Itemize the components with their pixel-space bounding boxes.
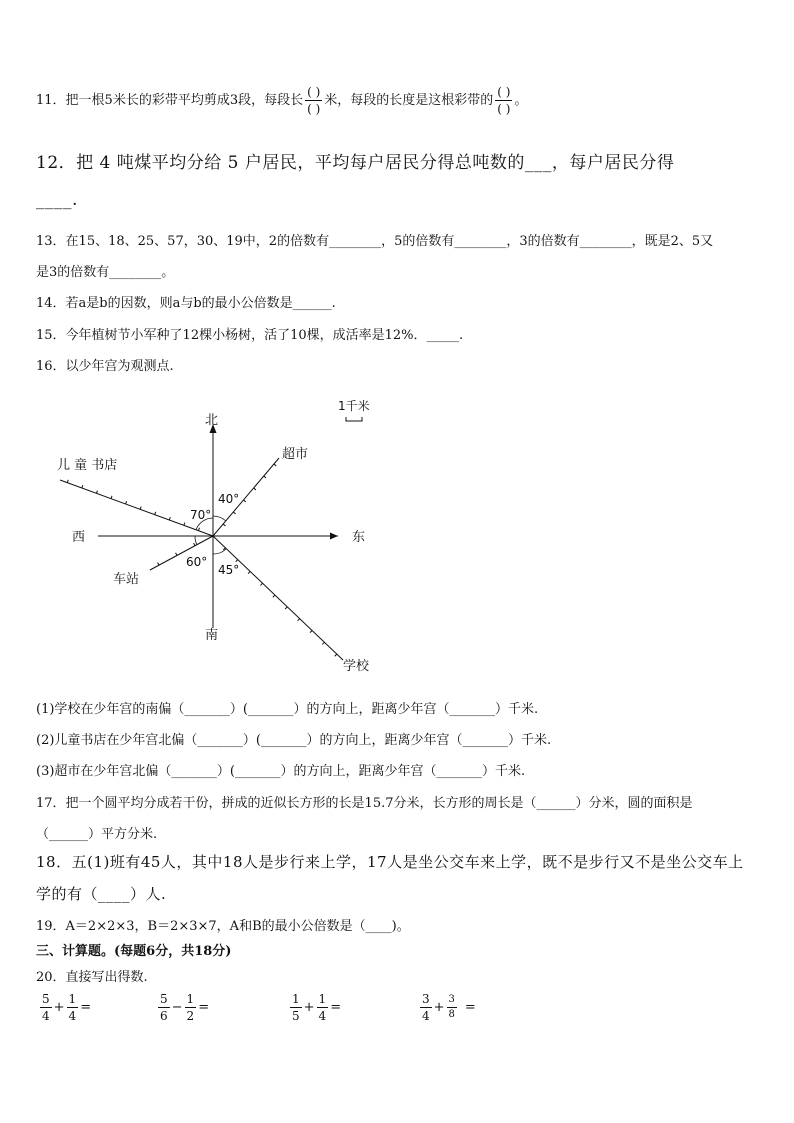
question-20: 20．直接写出得数.	[36, 970, 148, 985]
station-label: 车站	[113, 572, 140, 587]
school-label: 学校	[343, 659, 370, 674]
tick-mark	[273, 595, 275, 597]
tick-mark	[184, 523, 185, 526]
angle-arc-40	[213, 516, 226, 521]
tick-mark	[198, 528, 199, 531]
question-16-sub3: (3)超市在少年宫北偏（_______）(_______）的方向上，距离少年宫（_______）千米.	[36, 764, 526, 779]
expression-1: $\frac{5}{4}$ + $\frac{1}{4}$ =	[42, 992, 92, 1023]
tick-mark	[140, 507, 141, 510]
angle-label-60: 60°	[186, 555, 208, 569]
tick-mark	[176, 553, 177, 556]
question-15: 15．今年植树节小军种了12棵小杨树，活了10棵，成活率是12%．_____.	[36, 328, 464, 343]
tick-mark	[126, 501, 127, 504]
tick-mark	[310, 630, 312, 632]
question-14: 14．若a是b的因数，则a与b的最小公倍数是______.	[36, 296, 336, 311]
east-label: 东	[352, 530, 366, 545]
tick-mark	[82, 485, 83, 488]
section-3-title: 三、计算题。(每题6分，共18分)	[36, 944, 232, 959]
tick-mark	[111, 496, 112, 499]
bookstore-label: 儿 童 书店	[57, 458, 118, 473]
tick-mark	[264, 476, 266, 478]
north-label: 北	[205, 413, 219, 428]
question-16-sub1: (1)学校在少年宫的南偏（_______）(_______）的方向上，距离少年宫（_______）千米.	[36, 702, 539, 717]
tick-mark	[298, 619, 300, 621]
angle-label-45: 45°	[218, 563, 240, 577]
tick-mark	[274, 464, 276, 466]
expression-4: $\frac{3}{4}$ + $\frac{3}{8}$ =	[422, 992, 476, 1023]
tick-mark	[335, 654, 337, 656]
east-arrow-icon	[330, 533, 338, 540]
scale-label: 1千米	[338, 399, 370, 413]
question-18-line2: 学的有（____）人.	[36, 885, 167, 903]
q11-fraction-blank-2: $\frac{( )}{( )}$	[497, 85, 511, 116]
question-16-sub2: (2)儿童书店在少年宫北偏（_______）(_______）的方向上，距离少年宫（_______）千米.	[36, 733, 552, 748]
angle-label-70: 70°	[190, 508, 212, 522]
tick-mark	[248, 571, 250, 573]
tick-mark	[243, 500, 245, 502]
question-17-line1: 17．把一个圆平均分成若干份，拼成的近似长方形的长是15.7分米，长方形的周长是（______）分米，圆的面积是	[36, 796, 693, 811]
tick-mark	[96, 491, 97, 494]
expression-3: $\frac{1}{5}$ + $\frac{1}{4}$ =	[292, 992, 342, 1023]
south-label: 南	[205, 628, 219, 643]
q11-fraction-blank-1: $\frac{( )}{( )}$	[307, 85, 321, 116]
tick-mark	[233, 512, 235, 514]
scale-bar	[346, 417, 362, 421]
question-19: 19．A＝2×2×3，B＝2×3×7，A和B的最小公倍数是（____)。	[36, 919, 410, 934]
tick-mark	[285, 607, 287, 609]
school-ray	[213, 536, 343, 660]
angle-arc-60	[195, 536, 197, 545]
tick-mark	[322, 642, 324, 644]
tick-mark	[223, 524, 225, 526]
question-11: 11．把一根5米长的彩带平均剪成3段，每段长 $\frac{( )}{( )}$ 米，每段的长度是这根彩带的 $\frac{( )}{( )}$ 。	[36, 85, 528, 116]
tick-mark	[254, 488, 256, 490]
angle-label-40: 40°	[218, 492, 240, 506]
tick-mark	[155, 512, 156, 515]
tick-mark	[158, 563, 159, 566]
west-label: 西	[72, 530, 86, 545]
question-12-line2: ____.	[36, 190, 78, 210]
q11-unit: 米，每段的长度是这根彩带的	[324, 93, 494, 108]
tick-mark	[236, 560, 238, 562]
question-17-line2: （______）平方分米.	[36, 827, 158, 842]
direction-diagram	[0, 390, 794, 680]
q11-text: 11．把一根5米长的彩带平均剪成3段，每段长	[36, 93, 304, 108]
expression-2: $\frac{5}{6}$ − $\frac{1}{2}$ =	[160, 992, 210, 1023]
tick-mark	[260, 583, 262, 585]
tick-mark	[67, 480, 68, 483]
tick-mark	[169, 517, 170, 520]
tick-mark	[194, 543, 195, 546]
question-12-line1: 12．把 4 吨煤平均分给 5 户居民，平均每户居民分得总吨数的___，每户居民分得	[36, 153, 675, 173]
question-16: 16．以少年宫为观测点.	[36, 359, 174, 374]
question-18-line1: 18．五(1)班有45人，其中18人是步行来上学，17人是坐公交车来上学，既不是步行又不是坐公交车上	[36, 853, 744, 871]
question-13-line1: 13．在15、18、25、57，30、19中，2的倍数有________，5的倍数有________，3的倍数有________，既是2、5又	[36, 234, 714, 249]
supermarket-label: 超市	[282, 447, 309, 462]
question-13-line2: 是3的倍数有________。	[36, 265, 175, 280]
